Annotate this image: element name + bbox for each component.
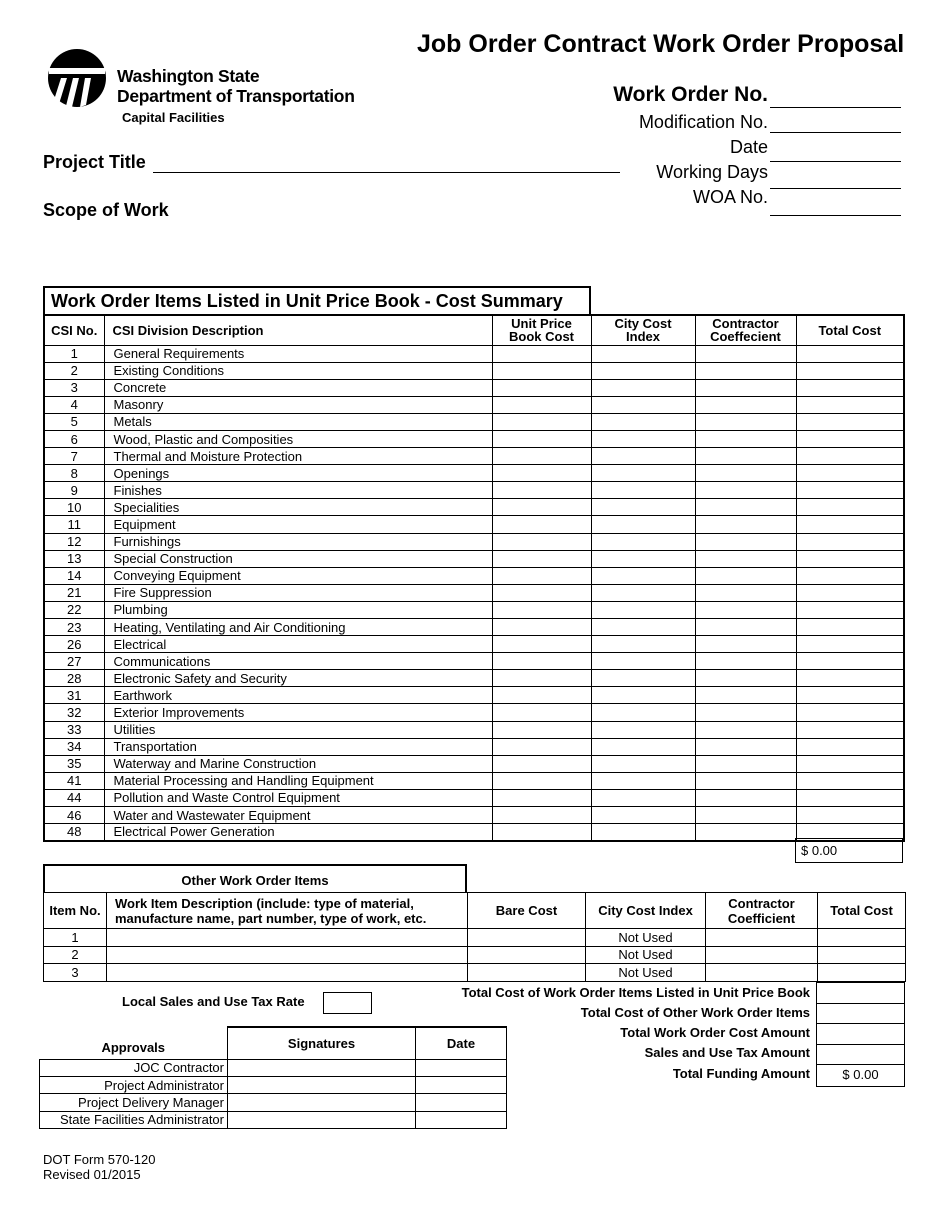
- total-cost-cell: [796, 687, 904, 704]
- contractor-coeffecient-cell[interactable]: [695, 704, 796, 721]
- total-cost-cell: [796, 396, 904, 413]
- csi-no-cell: 4: [44, 396, 104, 413]
- contractor-coeffecient-cell[interactable]: [695, 601, 796, 618]
- contractor-coeffecient-cell[interactable]: [695, 807, 796, 824]
- other-items-table: [43, 892, 906, 982]
- bare-cost-cell[interactable]: [468, 929, 586, 947]
- csi-no-cell: 41: [44, 772, 104, 789]
- unit-price-book-cost-cell[interactable]: [492, 772, 591, 789]
- csi-description-cell: Electrical: [104, 636, 492, 653]
- city-cost-index-cell[interactable]: [591, 755, 695, 772]
- total-cost-cell: [796, 482, 904, 499]
- approval-role: JOC Contractor: [40, 1059, 228, 1076]
- contractor-coeffecient-cell[interactable]: [695, 619, 796, 636]
- csi-no-cell: 5: [44, 413, 104, 430]
- total-cost-cell: [796, 465, 904, 482]
- col-work-item-description: Work Item Description (include: type of material, manufacture name, part number, type of work, etc.: [107, 893, 468, 929]
- table-row: [44, 807, 904, 824]
- total-cost-cell: [796, 448, 904, 465]
- contractor-coeffecient-cell[interactable]: [695, 567, 796, 584]
- total-cost-cell: [796, 379, 904, 396]
- total-cost-cell: [796, 772, 904, 789]
- table-row: [44, 362, 904, 379]
- unit-price-book-cost-cell[interactable]: [492, 533, 591, 550]
- col-total-cost: Total Cost: [818, 893, 906, 929]
- col-city-cost-index: City Cost Index: [591, 315, 695, 345]
- csi-no-cell: 27: [44, 653, 104, 670]
- table-row: [44, 396, 904, 413]
- contractor-coeffecient-cell[interactable]: [695, 636, 796, 653]
- table-row: [44, 345, 904, 362]
- csi-no-cell: 28: [44, 670, 104, 687]
- csi-description-cell: Material Processing and Handling Equipment: [104, 772, 492, 789]
- contractor-coeffecient-cell[interactable]: [695, 345, 796, 362]
- approval-row: [40, 1059, 507, 1076]
- summary-label-total-funding: Total Funding Amount: [672, 1066, 810, 1081]
- table-row: [44, 929, 906, 947]
- unit-price-book-cost-cell[interactable]: [492, 653, 591, 670]
- total-cost-cell: [796, 653, 904, 670]
- contractor-coefficient-cell[interactable]: [706, 964, 818, 982]
- table-row: [44, 772, 904, 789]
- table-row: [44, 824, 904, 841]
- unit-price-book-cost-cell[interactable]: [492, 704, 591, 721]
- modification-no-label: Modification No.: [638, 112, 768, 132]
- unit-price-book-cost-cell[interactable]: [492, 413, 591, 430]
- table-row: [44, 413, 904, 430]
- unit-price-book-cost-cell[interactable]: [492, 362, 591, 379]
- csi-description-cell: Furnishings: [104, 533, 492, 550]
- csi-no-cell: 11: [44, 516, 104, 533]
- city-cost-index-cell[interactable]: [591, 636, 695, 653]
- unit-price-book-cost-cell[interactable]: [492, 567, 591, 584]
- csi-description-cell: Equipment: [104, 516, 492, 533]
- csi-no-cell: 31: [44, 687, 104, 704]
- cost-summary-table: [43, 314, 905, 842]
- table-row: [44, 636, 904, 653]
- city-cost-index-cell: Not Used: [586, 946, 706, 964]
- table-row: [44, 755, 904, 772]
- unit-price-book-cost-cell[interactable]: [492, 345, 591, 362]
- col-csi-description: CSI Division Description: [104, 315, 492, 345]
- total-cost-cell: [796, 499, 904, 516]
- table-row: [44, 379, 904, 396]
- total-cost-cell: [818, 964, 906, 982]
- city-cost-index-cell[interactable]: [591, 601, 695, 618]
- total-cost-cell: [818, 929, 906, 947]
- cost-summary-caption: Work Order Items Listed in Unit Price Book - Cost Summary: [43, 286, 591, 315]
- contractor-coeffecient-cell[interactable]: [695, 789, 796, 806]
- csi-no-cell: 8: [44, 465, 104, 482]
- summary-value-total-funding: $ 0.00: [842, 1067, 879, 1083]
- total-cost-cell: [796, 704, 904, 721]
- approvals-header: Approvals: [40, 1027, 228, 1059]
- unit-price-book-cost-cell[interactable]: [492, 670, 591, 687]
- contractor-coeffecient-cell[interactable]: [695, 653, 796, 670]
- csi-description-cell: Heating, Ventilating and Air Conditioning: [104, 619, 492, 636]
- total-cost-cell: [796, 755, 904, 772]
- city-cost-index-cell[interactable]: [591, 430, 695, 447]
- unit-price-book-cost-cell[interactable]: [492, 396, 591, 413]
- revised-date: Revised 01/2015: [43, 1167, 141, 1182]
- date-label: Date: [729, 137, 768, 157]
- unit-price-book-cost-cell[interactable]: [492, 721, 591, 738]
- signatures-header: Signatures: [228, 1027, 416, 1059]
- csi-description-cell: Special Construction: [104, 550, 492, 567]
- table-row: [44, 653, 904, 670]
- city-cost-index-cell[interactable]: [591, 533, 695, 550]
- working-days-field[interactable]: [770, 188, 901, 189]
- signature-cell[interactable]: [228, 1076, 416, 1093]
- contractor-coeffecient-cell[interactable]: [695, 448, 796, 465]
- total-cost-cell: [796, 738, 904, 755]
- unit-price-book-cost-cell[interactable]: [492, 465, 591, 482]
- city-cost-index-cell[interactable]: [591, 807, 695, 824]
- total-cost-cell: [796, 636, 904, 653]
- city-cost-index-cell[interactable]: [591, 653, 695, 670]
- city-cost-index-cell[interactable]: [591, 670, 695, 687]
- contractor-coeffecient-cell[interactable]: [695, 362, 796, 379]
- col-unit-price-book-cost: Unit Price Book Cost: [492, 315, 591, 345]
- contractor-coeffecient-cell[interactable]: [695, 533, 796, 550]
- table-row: [44, 567, 904, 584]
- signature-cell[interactable]: [228, 1111, 416, 1128]
- csi-description-cell: Conveying Equipment: [104, 567, 492, 584]
- city-cost-index-cell[interactable]: [591, 448, 695, 465]
- scope-of-work-label: Scope of Work: [43, 200, 169, 220]
- contractor-coefficient-cell[interactable]: [706, 946, 818, 964]
- csi-no-cell: 2: [44, 362, 104, 379]
- contractor-coeffecient-cell[interactable]: [695, 550, 796, 567]
- csi-description-cell: Metals: [104, 413, 492, 430]
- working-days-label: Working Days: [656, 162, 768, 182]
- csi-description-cell: Specialities: [104, 499, 492, 516]
- project-title-field[interactable]: [153, 172, 620, 173]
- total-cost-cell: [796, 516, 904, 533]
- table-row: [44, 482, 904, 499]
- csi-no-cell: 12: [44, 533, 104, 550]
- city-cost-index-cell[interactable]: [591, 687, 695, 704]
- table-row: [44, 584, 904, 601]
- summary-label-sales-tax: Sales and Use Tax Amount: [644, 1045, 810, 1060]
- contractor-coeffecient-cell[interactable]: [695, 584, 796, 601]
- col-city-cost-index: City Cost Index: [586, 893, 706, 929]
- approval-role: Project Administrator: [40, 1076, 228, 1093]
- col-item-no: Item No.: [44, 893, 107, 929]
- description-cell[interactable]: [107, 946, 468, 964]
- summary-value-work-order-cost: [817, 1024, 904, 1045]
- city-cost-index-cell[interactable]: [591, 704, 695, 721]
- csi-description-cell: Plumbing: [104, 601, 492, 618]
- csi-no-cell: 10: [44, 499, 104, 516]
- summary-label-unit-price-book: Total Cost of Work Order Items Listed in Unit Price Book: [461, 985, 810, 1000]
- item-no: 2: [44, 946, 107, 964]
- table-row: [44, 516, 904, 533]
- csi-no-cell: 1: [44, 345, 104, 362]
- city-cost-index-cell[interactable]: [591, 824, 695, 841]
- approval-role: Project Delivery Manager: [40, 1094, 228, 1111]
- date-cell[interactable]: [416, 1059, 507, 1076]
- form-title: Job Order Contract Work Order Proposal: [417, 30, 905, 58]
- csi-description-cell: Fire Suppression: [104, 584, 492, 601]
- csi-no-cell: 33: [44, 721, 104, 738]
- csi-description-cell: Communications: [104, 653, 492, 670]
- contractor-coeffecient-cell[interactable]: [695, 499, 796, 516]
- total-cost-cell: [796, 721, 904, 738]
- total-cost-cell: [796, 550, 904, 567]
- agency-line-1: Washington State: [117, 66, 260, 86]
- csi-no-cell: 6: [44, 430, 104, 447]
- contractor-coeffecient-cell[interactable]: [695, 824, 796, 841]
- unit-price-book-cost-cell[interactable]: [492, 430, 591, 447]
- col-total-cost: Total Cost: [796, 315, 904, 345]
- unit-price-book-cost-cell[interactable]: [492, 687, 591, 704]
- cost-summary-total: $ 0.00: [795, 838, 903, 863]
- footer: [43, 1152, 155, 1182]
- table-row: [44, 738, 904, 755]
- signature-cell[interactable]: [228, 1094, 416, 1111]
- modification-no-field[interactable]: [770, 132, 901, 133]
- city-cost-index-cell[interactable]: [591, 738, 695, 755]
- table-row: [44, 670, 904, 687]
- csi-description-cell: Waterway and Marine Construction: [104, 755, 492, 772]
- total-cost-cell: [796, 430, 904, 447]
- city-cost-index-cell: Not Used: [586, 929, 706, 947]
- total-cost-cell: [796, 670, 904, 687]
- table-row: [44, 946, 906, 964]
- unit-price-book-cost-cell[interactable]: [492, 807, 591, 824]
- table-row: [44, 448, 904, 465]
- form-number: DOT Form 570-120: [43, 1152, 156, 1167]
- csi-no-cell: 32: [44, 704, 104, 721]
- csi-no-cell: 9: [44, 482, 104, 499]
- unit-price-book-cost-cell[interactable]: [492, 482, 591, 499]
- contractor-coeffecient-cell[interactable]: [695, 413, 796, 430]
- csi-description-cell: Earthwork: [104, 687, 492, 704]
- contractor-coeffecient-cell[interactable]: [695, 482, 796, 499]
- table-row: [44, 964, 906, 982]
- city-cost-index-cell: Not Used: [586, 964, 706, 982]
- csi-no-cell: 26: [44, 636, 104, 653]
- approval-row: [40, 1111, 507, 1128]
- agency-line-2: Department of Transportation: [117, 86, 355, 106]
- local-tax-rate-label: Local Sales and Use Tax Rate: [122, 994, 305, 1009]
- total-cost-cell: [818, 946, 906, 964]
- approval-row: [40, 1094, 507, 1111]
- city-cost-index-cell[interactable]: [591, 516, 695, 533]
- unit-price-book-cost-cell[interactable]: [492, 789, 591, 806]
- csi-description-cell: Masonry: [104, 396, 492, 413]
- csi-description-cell: Wood, Plastic and Composities: [104, 430, 492, 447]
- woa-no-label: WOA No.: [692, 187, 768, 207]
- total-cost-cell: [796, 807, 904, 824]
- csi-description-cell: Pollution and Waste Control Equipment: [104, 789, 492, 806]
- summary-value-sales-tax: [817, 1045, 904, 1066]
- unit-price-book-cost-cell[interactable]: [492, 636, 591, 653]
- city-cost-index-cell[interactable]: [591, 721, 695, 738]
- unit-price-book-cost-cell[interactable]: [492, 379, 591, 396]
- city-cost-index-cell[interactable]: [591, 550, 695, 567]
- local-tax-rate-input[interactable]: [323, 992, 372, 1014]
- description-cell[interactable]: [107, 929, 468, 947]
- wsdot-logo-icon: [47, 48, 107, 108]
- csi-no-cell: 48: [44, 824, 104, 841]
- col-contractor-coeffecient: Contractor Coeffecient: [695, 315, 796, 345]
- csi-no-cell: 13: [44, 550, 104, 567]
- approvals-table: [39, 1026, 507, 1129]
- csi-no-cell: 34: [44, 738, 104, 755]
- csi-description-cell: Electrical Power Generation: [104, 824, 492, 841]
- csi-description-cell: Thermal and Moisture Protection: [104, 448, 492, 465]
- city-cost-index-cell[interactable]: [591, 362, 695, 379]
- col-bare-cost: Bare Cost: [468, 893, 586, 929]
- csi-no-cell: 7: [44, 448, 104, 465]
- table-row: [44, 533, 904, 550]
- table-row: [44, 601, 904, 618]
- csi-no-cell: 46: [44, 807, 104, 824]
- csi-description-cell: Transportation: [104, 738, 492, 755]
- city-cost-index-cell[interactable]: [591, 772, 695, 789]
- csi-description-cell: Utilities: [104, 721, 492, 738]
- unit-price-book-cost-cell[interactable]: [492, 584, 591, 601]
- contractor-coeffecient-cell[interactable]: [695, 430, 796, 447]
- city-cost-index-cell[interactable]: [591, 379, 695, 396]
- col-csi-no: CSI No.: [44, 315, 104, 345]
- city-cost-index-cell[interactable]: [591, 482, 695, 499]
- csi-no-cell: 35: [44, 755, 104, 772]
- csi-description-cell: Openings: [104, 465, 492, 482]
- city-cost-index-cell[interactable]: [591, 499, 695, 516]
- csi-description-cell: Electronic Safety and Security: [104, 670, 492, 687]
- total-cost-cell: [796, 619, 904, 636]
- date-cell[interactable]: [416, 1076, 507, 1093]
- unit-price-book-cost-cell[interactable]: [492, 824, 591, 841]
- col-contractor-coefficient: Contractor Coefficient: [706, 893, 818, 929]
- unit-price-book-cost-cell[interactable]: [492, 601, 591, 618]
- contractor-coeffecient-cell[interactable]: [695, 465, 796, 482]
- unit-price-book-cost-cell[interactable]: [492, 448, 591, 465]
- city-cost-index-cell[interactable]: [591, 396, 695, 413]
- bare-cost-cell[interactable]: [468, 946, 586, 964]
- csi-description-cell: Water and Wastewater Equipment: [104, 807, 492, 824]
- city-cost-index-cell[interactable]: [591, 413, 695, 430]
- contractor-coeffecient-cell[interactable]: [695, 687, 796, 704]
- item-no: 3: [44, 964, 107, 982]
- city-cost-index-cell[interactable]: [591, 567, 695, 584]
- contractor-coeffecient-cell[interactable]: [695, 755, 796, 772]
- date-cell[interactable]: [416, 1094, 507, 1111]
- unit-price-book-cost-cell[interactable]: [492, 550, 591, 567]
- contractor-coeffecient-cell[interactable]: [695, 396, 796, 413]
- csi-description-cell: Existing Conditions: [104, 362, 492, 379]
- summary-label-other-items: Total Cost of Other Work Order Items: [580, 1005, 810, 1020]
- table-row: [44, 789, 904, 806]
- summary-values: [816, 982, 905, 1087]
- csi-no-cell: 23: [44, 619, 104, 636]
- work-order-no-field[interactable]: [770, 107, 901, 108]
- table-row: [44, 687, 904, 704]
- date-cell[interactable]: [416, 1111, 507, 1128]
- unit-price-book-cost-cell[interactable]: [492, 499, 591, 516]
- city-cost-index-cell[interactable]: [591, 789, 695, 806]
- csi-no-cell: 22: [44, 601, 104, 618]
- total-cost-cell: [796, 413, 904, 430]
- unit-price-book-cost-cell[interactable]: [492, 619, 591, 636]
- total-cost-cell: [796, 601, 904, 618]
- work-order-no-label: Work Order No.: [613, 83, 768, 106]
- csi-no-cell: 44: [44, 789, 104, 806]
- item-no: 1: [44, 929, 107, 947]
- unit-price-book-cost-cell[interactable]: [492, 755, 591, 772]
- contractor-coeffecient-cell[interactable]: [695, 670, 796, 687]
- bare-cost-cell[interactable]: [468, 964, 586, 982]
- approval-role: State Facilities Administrator: [40, 1111, 228, 1128]
- date-header: Date: [416, 1027, 507, 1059]
- csi-description-cell: Finishes: [104, 482, 492, 499]
- city-cost-index-cell[interactable]: [591, 584, 695, 601]
- total-cost-cell: [796, 533, 904, 550]
- table-row: [44, 499, 904, 516]
- table-row: [44, 550, 904, 567]
- total-cost-cell: [796, 584, 904, 601]
- agency-name: [117, 66, 355, 106]
- date-field[interactable]: [770, 161, 901, 162]
- csi-description-cell: Concrete: [104, 379, 492, 396]
- contractor-coeffecient-cell[interactable]: [695, 738, 796, 755]
- csi-no-cell: 3: [44, 379, 104, 396]
- contractor-coeffecient-cell[interactable]: [695, 516, 796, 533]
- signature-cell[interactable]: [228, 1059, 416, 1076]
- contractor-coeffecient-cell[interactable]: [695, 721, 796, 738]
- csi-description-cell: General Requirements: [104, 345, 492, 362]
- contractor-coefficient-cell[interactable]: [706, 929, 818, 947]
- agency-division: Capital Facilities: [122, 110, 225, 125]
- approval-row: [40, 1076, 507, 1093]
- unit-price-book-cost-cell[interactable]: [492, 738, 591, 755]
- city-cost-index-cell[interactable]: [591, 465, 695, 482]
- csi-no-cell: 14: [44, 567, 104, 584]
- contractor-coeffecient-cell[interactable]: [695, 772, 796, 789]
- summary-value-other-items: [817, 1004, 904, 1025]
- woa-no-field[interactable]: [770, 215, 901, 216]
- table-row: [44, 721, 904, 738]
- summary-value-unit-price-book: [817, 983, 904, 1004]
- other-items-caption: Other Work Order Items: [43, 864, 467, 893]
- city-cost-index-cell[interactable]: [591, 345, 695, 362]
- total-cost-cell: [796, 362, 904, 379]
- table-row: [44, 704, 904, 721]
- total-cost-cell: [796, 789, 904, 806]
- table-row: [44, 465, 904, 482]
- summary-label-work-order-cost: Total Work Order Cost Amount: [620, 1025, 810, 1040]
- description-cell[interactable]: [107, 964, 468, 982]
- city-cost-index-cell[interactable]: [591, 619, 695, 636]
- project-title-label: Project Title: [43, 152, 146, 172]
- table-row: [44, 430, 904, 447]
- unit-price-book-cost-cell[interactable]: [492, 516, 591, 533]
- total-cost-cell: [796, 567, 904, 584]
- contractor-coeffecient-cell[interactable]: [695, 379, 796, 396]
- total-cost-cell: [796, 345, 904, 362]
- csi-no-cell: 21: [44, 584, 104, 601]
- table-row: [44, 619, 904, 636]
- csi-description-cell: Exterior Improvements: [104, 704, 492, 721]
